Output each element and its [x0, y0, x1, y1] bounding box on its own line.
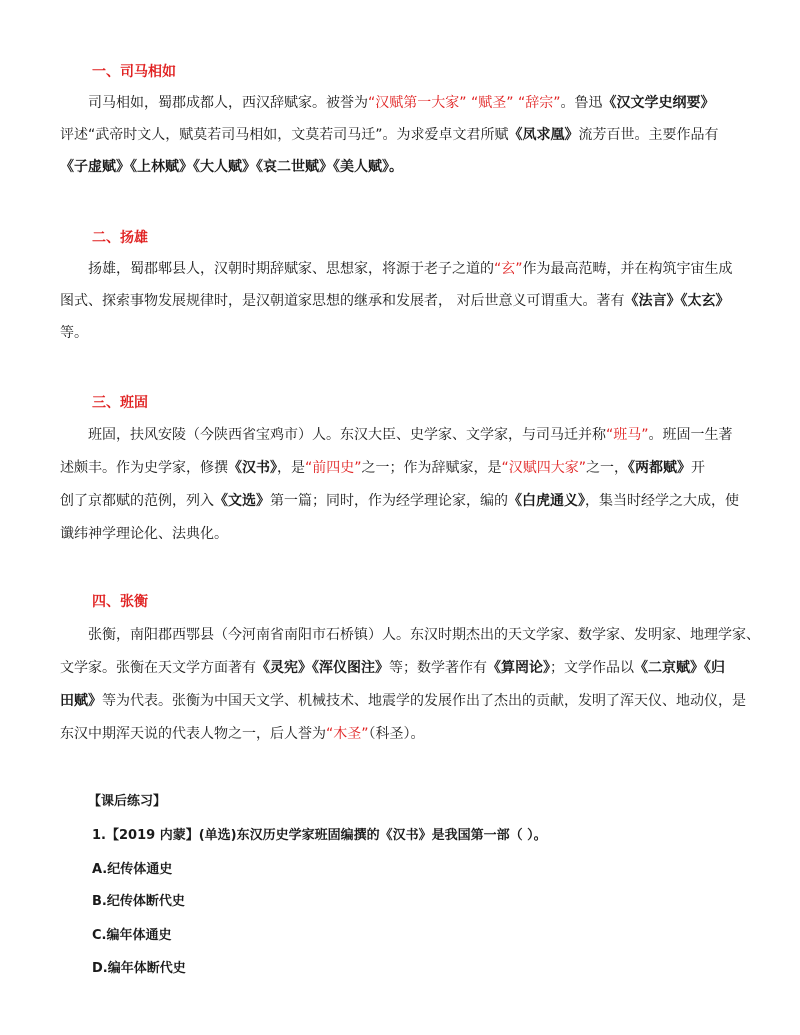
text-run: 等为代表。张衡为中国天文学、机械技术、地震学的发展作出了杰出的贡献，发明了浑天仪、地动仪，是 [102, 693, 746, 709]
section-heading-2: 二、扬雄 [92, 230, 148, 246]
section-2-line-1 [88, 259, 733, 279]
section-4-line-1 [88, 625, 760, 645]
text-run: 述颇丰。作为史学家，修撰 [60, 460, 228, 476]
section-4-line-3 [60, 691, 746, 711]
text-run: 《文选》 [214, 493, 270, 509]
text-run: 等；数学著作有 [389, 660, 487, 676]
text-run: 《白虎通义》 [508, 493, 585, 509]
text-run: 之一；作为辞赋家，是 [361, 460, 502, 476]
text-run: 扬雄，蜀郡郫县人，汉朝时期辞赋家、思想家，将源于老子之道的 [88, 261, 494, 277]
text-run: 《汉书》 [228, 460, 277, 476]
text-run: 《二京赋》《归 [634, 660, 725, 676]
text-run: 《子虚赋》《上林赋》《大人赋》《哀二世赋》《美人赋》。 [60, 159, 403, 175]
section-1-line-3 [60, 157, 403, 177]
text-run: “赋圣” [470, 95, 514, 111]
text-run: 图式、探索事物发展规律时，是汉朝道家思想的继承和发展者， 对后世意义可谓重大。著有 [60, 293, 625, 309]
text-run: （科圣）。 [368, 726, 425, 742]
section-2-line-2 [60, 291, 729, 311]
text-run: ，是 [277, 460, 305, 476]
text-run: 第一篇；同时，作为经学理论家，编的 [270, 493, 508, 509]
option-a: A.纪传体通史 [92, 862, 173, 877]
text-run: 司马相如，蜀郡成都人，西汉辞赋家。被誉为 [88, 95, 368, 111]
section-1-line-1 [88, 93, 714, 113]
section-3-line-4 [60, 524, 228, 544]
section-4-line-2 [60, 658, 725, 678]
text-run: “玄” [494, 261, 523, 277]
text-run: 《算罔论》 [487, 660, 550, 676]
text-run: 文学家。张衡在天文学方面著有 [60, 660, 256, 676]
text-run: “木圣” [326, 726, 369, 742]
section-4-line-4 [60, 724, 425, 744]
section-3-line-2 [60, 458, 705, 478]
section-heading-1: 一、司马相如 [92, 64, 176, 80]
text-run: 《凤求凰》 [508, 127, 579, 143]
text-run: 《汉文学史纲要》 [602, 95, 715, 111]
text-run: 田赋》 [60, 693, 102, 709]
text-run: 。鲁迅 [560, 95, 603, 111]
text-run: 谶纬神学理论化、法典化。 [60, 526, 228, 542]
text-run: 《法言》《太玄》 [624, 293, 730, 309]
text-run: 《两都赋》 [628, 460, 692, 476]
section-3-line-3 [60, 491, 739, 511]
text-run: 等。 [60, 325, 88, 341]
text-run: 评述“武帝时文人，赋莫若司马相如，文莫若司马迁”。为求爱卓文君所赋 [60, 127, 509, 143]
section-1-line-2 [60, 125, 719, 145]
text-run: 之一， [586, 460, 629, 476]
option-d: D.编年体断代史 [92, 961, 186, 976]
option-c: C.编年体通史 [92, 928, 172, 943]
text-run: ；文学作品以 [550, 660, 634, 676]
text-run: 。班固一生著 [648, 427, 733, 443]
text-run: “汉赋第一大家” [368, 95, 467, 111]
text-run: 《灵宪》《浑仪图注》 [256, 660, 389, 676]
section-heading-4: 四、张衡 [92, 594, 148, 610]
text-run: “汉赋四大家” [501, 460, 587, 476]
option-b: B.纪传体断代史 [92, 894, 185, 909]
section-2-line-3 [60, 323, 88, 343]
text-run: ，集当时经学之大成，使 [585, 493, 739, 509]
text-run: “班马” [606, 427, 649, 443]
exercise-title: 【课后练习】 [88, 794, 167, 809]
section-3-line-1 [88, 425, 733, 445]
text-run: 流芳百世。主要作品有 [578, 127, 719, 143]
exercise-question: 1.【2019 内蒙】(单选)东汉历史学家班固编撰的《汉书》是我国第一部（ ）。 [92, 828, 547, 843]
text-run: 创了京都赋的范例，列入 [60, 493, 214, 509]
text-run: 东汉中期浑天说的代表人物之一，后人誉为 [60, 726, 326, 742]
text-run: “辞宗” [517, 95, 561, 111]
text-run: “前四史” [305, 460, 362, 476]
text-run: 作为最高范畴，并在构筑宇宙生成 [522, 261, 733, 277]
section-heading-3: 三、班固 [92, 395, 148, 411]
text-run: 班固，扶风安陵（今陕西省宝鸡市）人。东汉大臣、史学家、文学家，与司马迁并称 [88, 427, 606, 443]
text-run: 张衡，南阳郡西鄂县（今河南省南阳市石桥镇）人。东汉时期杰出的天文学家、数学家、发明家、地理学家、 [88, 627, 760, 643]
text-run: 开 [691, 460, 706, 476]
